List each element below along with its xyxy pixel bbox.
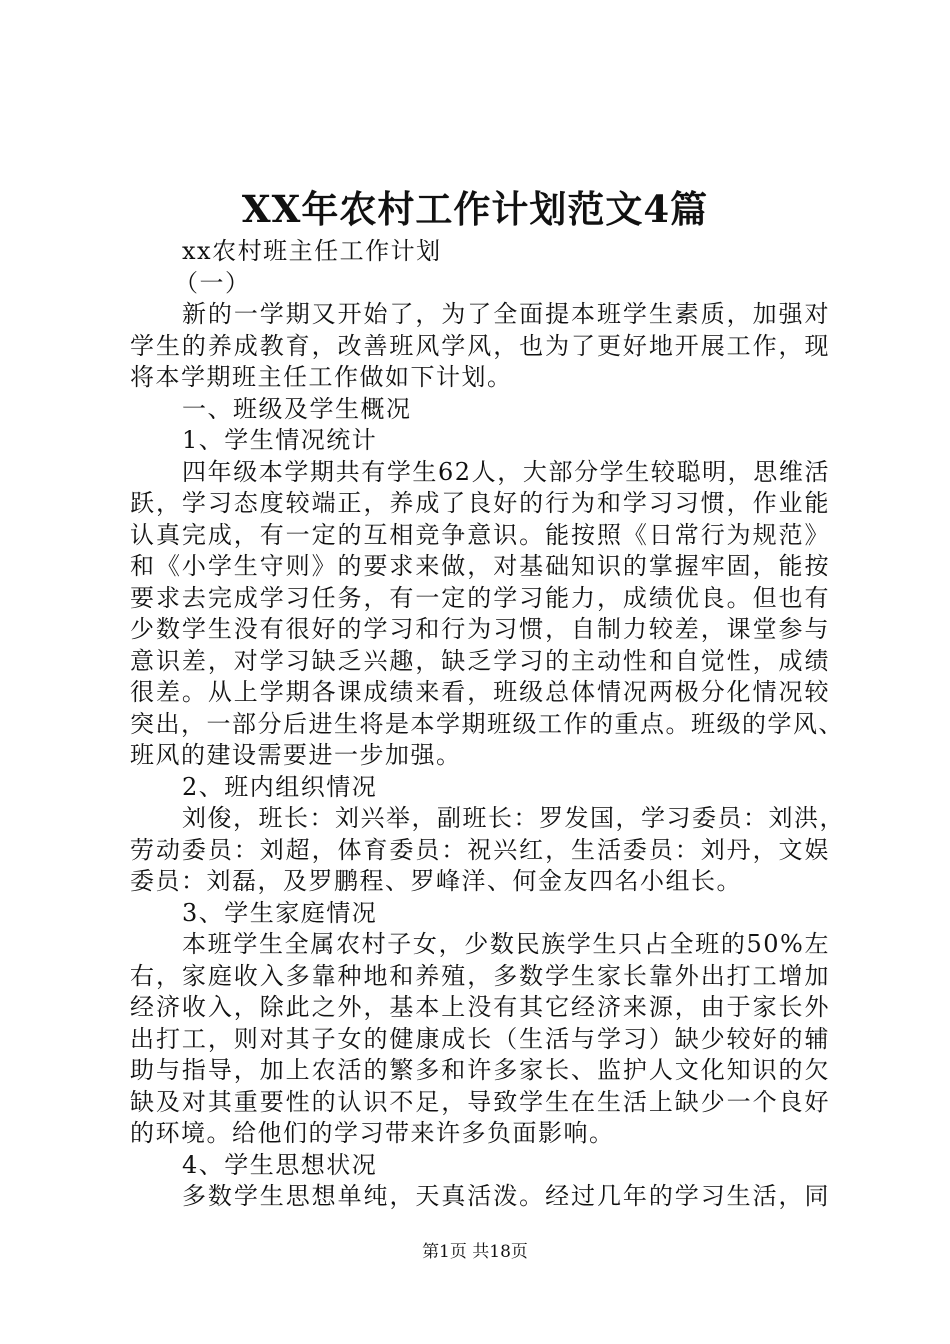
paragraph-line: 将本学期班主任工作做如下计划。 xyxy=(130,363,513,391)
document-title: XX年农村工作计划范文4篇 xyxy=(241,187,709,231)
heading-line: 1、学生情况统计 xyxy=(182,426,378,454)
paragraph-line: 跃，学习态度较端正，养成了良好的行为和学习习惯，作业能 xyxy=(130,489,830,517)
paragraph-line: 助与指导，加上农活的繁多和许多家长、监护人文化知识的欠 xyxy=(130,1056,830,1084)
paragraph-line: 班风的建设需要进一步加强。 xyxy=(130,741,462,769)
paragraph-line: 刘俊，班长：刘兴举，副班长：罗发国，学习委员：刘洪， xyxy=(182,804,845,832)
paragraph-line: 多数学生思想单纯，天真活泼。经过几年的学习生活，同 xyxy=(182,1182,830,1210)
section-number-line: （一） xyxy=(174,268,251,297)
heading-line: 2、班内组织情况 xyxy=(182,772,378,801)
paragraph-line: 出打工，则对其子女的健康成长（生活与学习）缺少较好的辅 xyxy=(130,1024,830,1053)
paragraph-line: 新的一学期又开始了，为了全面提本班学生素质，加强对 xyxy=(182,300,830,328)
paragraph-line: 缺及对其重要性的认识不足，导致学生在生活上缺少一个良好 xyxy=(130,1087,830,1116)
paragraph-line: 认真完成，有一定的互相竞争意识。能按照《日常行为规范》 xyxy=(130,520,830,549)
paragraph-line: 少数学生没有很好的学习和行为习惯，自制力较差，课堂参与 xyxy=(130,615,830,643)
paragraph-line: 要求去完成学习任务，有一定的学习能力，成绩优良。但也有 xyxy=(130,583,830,612)
paragraph-line: 很差。从上学期各课成绩来看，班级总体情况两极分化情况较 xyxy=(130,678,830,706)
paragraph-line: 四年级本学期共有学生62人，大部分学生较聪明，思维活 xyxy=(182,457,830,486)
paragraph-line: 学生的养成教育，改善班风学风，也为了更好地开展工作，现 xyxy=(130,331,830,360)
heading-line: 一、班级及学生概况 xyxy=(182,394,412,423)
paragraph-line: 和《小学生守则》的要求来做，对基础知识的掌握牢固，能按 xyxy=(130,552,830,580)
paragraph-line: 经济收入，除此之外，基本上没有其它经济来源，由于家长外 xyxy=(130,993,830,1021)
page-number-footer: 第1页 共18页 xyxy=(422,1242,528,1262)
heading-line: 3、学生家庭情况 xyxy=(182,898,378,927)
subtitle-line: xx农村班主任工作计划 xyxy=(182,237,442,265)
paragraph-line: 意识差，对学习缺乏兴趣，缺乏学习的主动性和自觉性，成绩 xyxy=(130,646,830,675)
paragraph-line: 突出，一部分后进生将是本学期班级工作的重点。班级的学风、 xyxy=(130,709,844,738)
paragraph-line: 劳动委员：刘超，体育委员：祝兴红，生活委员：刘丹，文娱 xyxy=(130,835,830,864)
paragraph-line: 右，家庭收入多靠种地和养殖，多数学生家长靠外出打工增加 xyxy=(130,961,830,990)
paragraph-line: 的环境。给他们的学习带来许多负面影响。 xyxy=(130,1119,615,1147)
document-body xyxy=(130,236,845,1213)
paragraph-line: 委员：刘磊，及罗鹏程、罗峰洋、何金友四名小组长。 xyxy=(130,867,742,895)
heading-line: 4、学生思想状况 xyxy=(182,1150,378,1179)
paragraph-line: 本班学生全属农村子女，少数民族学生只占全班的50%左 xyxy=(182,930,830,958)
